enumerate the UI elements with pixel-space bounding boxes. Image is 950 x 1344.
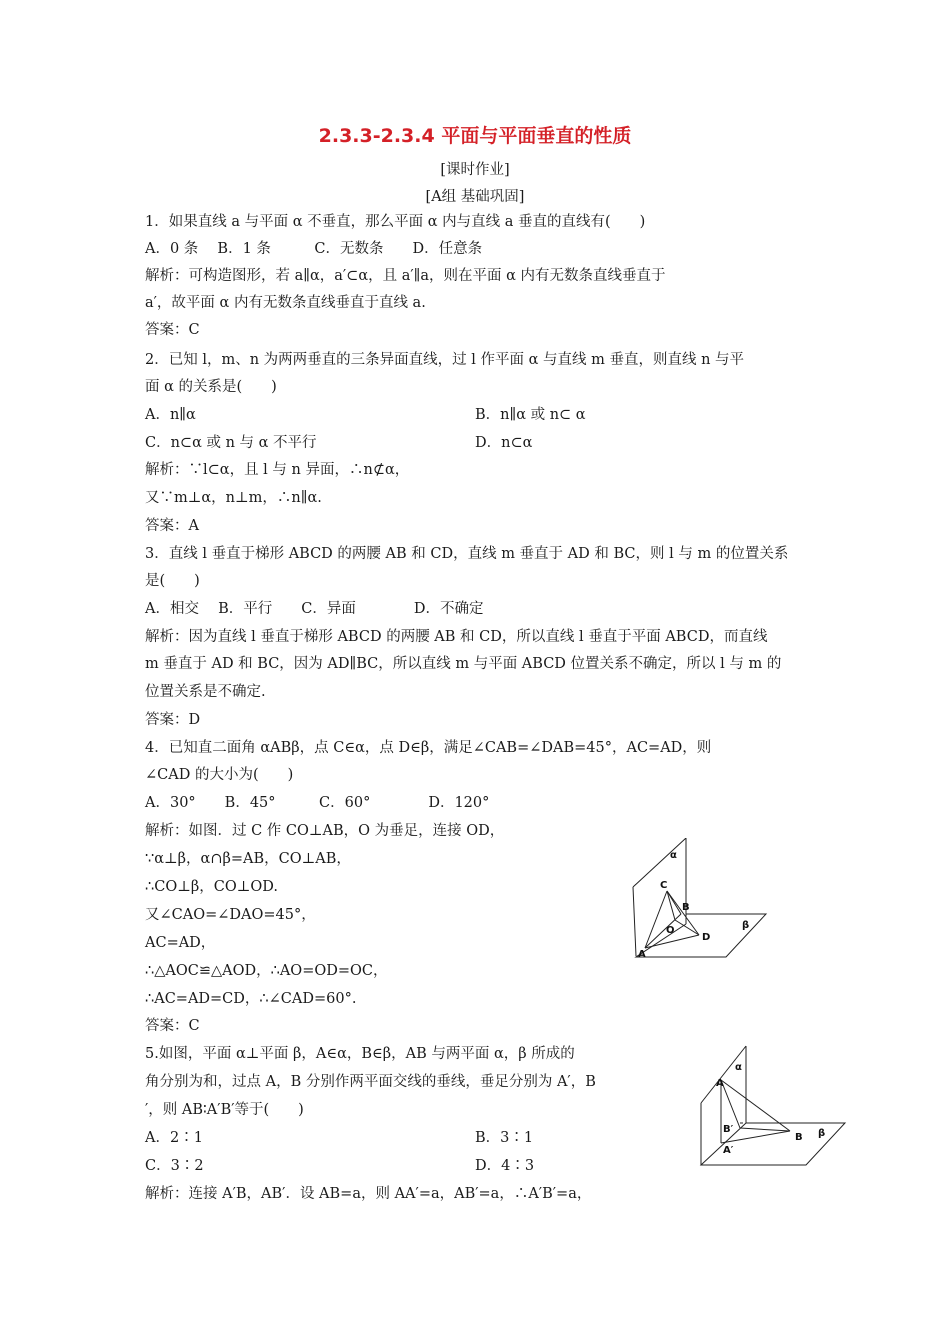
label-b: B: [682, 902, 690, 913]
subtitle: [课时作业]: [440, 162, 510, 178]
q2-stem: 面 α 的关系是( ): [145, 379, 277, 395]
label-d: D: [702, 932, 711, 943]
q5-option-a: A．2∶1: [145, 1130, 203, 1146]
page-title: 2.3.3-2.3.4 平面与平面垂直的性质: [318, 125, 632, 147]
label-beta: β: [742, 920, 750, 931]
q4-analysis: 又∠CAO=∠DAO=45°，: [145, 907, 316, 923]
q4-stem: ∠CAD 的大小为( ): [145, 767, 294, 783]
q3-analysis: m 垂直于 AD 和 BC，因为 AD∥BC，所以直线 m 与平面 ABCD 位置关系不确定，所以 l 与 m 的: [145, 656, 782, 672]
plane-alpha-edge: [701, 1046, 746, 1103]
segment-ad: [645, 935, 699, 948]
q4-analysis: ∵α⊥β，α∩β=AB，CO⊥AB，: [145, 851, 351, 867]
q3-answer: 答案：D: [145, 712, 201, 728]
q3-analysis: 解析：因为直线 l 垂直于梯形 ABCD 的两腰 AB 和 CD，所以直线 l 垂直于平面 ABCD，而直线: [145, 629, 768, 645]
q5-stem: 角分别为和，过点 A，B 分别作两平面交线的垂线，垂足分别为 A′，B: [145, 1074, 596, 1090]
label-a: A: [716, 1078, 724, 1089]
q5-stem: ′，则 AB∶A′B′等于( ): [145, 1102, 304, 1118]
q2-analysis: 又∵m⊥α，n⊥m，∴n∥α.: [145, 490, 322, 506]
q4-analysis: ∴△AOC≌△AOD，∴AO=OD=OC，: [145, 963, 388, 979]
q2-analysis: 解析：∵l⊂α，且 l 与 n 异面，∴n⊄α，: [145, 462, 410, 478]
q3-options: A．相交 B．平行 C．异面 D．不确定: [145, 601, 484, 617]
q4-analysis: ∴AC=AD=CD，∴∠CAD=60°.: [145, 991, 357, 1007]
q2-option-c: C．n⊂α 或 n 与 α 不平行: [145, 435, 317, 451]
segment-od: [675, 920, 699, 935]
label-c: C: [660, 880, 668, 891]
q3-stem: 是( ): [145, 573, 200, 589]
q2-option-b: B．n∥α 或 n⊂ α: [475, 407, 586, 423]
label-alpha: α: [670, 850, 677, 861]
segment-b-prime-b: [740, 1128, 790, 1131]
q1-analysis: a′，故平面 α 内有无数条直线垂直于直线 a.: [145, 295, 426, 311]
q4-answer: 答案：C: [145, 1018, 200, 1034]
q2-stem: 2．已知 l，m、n 为两两垂直的三条异面直线，过 l 作平面 α 与直线 m 垂直，则直线 n 与平: [145, 352, 745, 368]
dihedral-angle-figure-q4: [630, 838, 770, 963]
segment-ca: [645, 891, 667, 948]
q3-analysis: 位置关系是不确定.: [145, 684, 266, 700]
q2-option-d: D．n⊂α: [475, 435, 533, 451]
segment-co: [667, 891, 675, 920]
q4-analysis: AC=AD，: [145, 935, 216, 951]
label-o: O: [666, 925, 675, 936]
q4-analysis: 解析：如图．过 C 作 CO⊥AB，O 为垂足，连接 OD，: [145, 823, 505, 839]
q5-option-b: B．3∶1: [475, 1130, 534, 1146]
q4-options: A．30° B．45° C．60° D．120°: [145, 795, 490, 811]
perpendicular-planes-figure-q5: [698, 1043, 848, 1168]
q2-answer: 答案：A: [145, 518, 199, 534]
q2-option-a: A．n∥α: [145, 407, 196, 423]
label-alpha: α: [735, 1062, 742, 1073]
q1-stem: 1．如果直线 a 与平面 α 不垂直，那么平面 α 内与直线 a 垂直的直线有( ): [145, 214, 646, 230]
label-b-prime: B′: [723, 1124, 734, 1135]
q5-option-d: D．4∶3: [475, 1158, 535, 1174]
q4-stem: 4．已知直二面角 αABβ，点 C∈α，点 D∈β，满足∠CAB=∠DAB=45°，AC=AD，则: [145, 740, 712, 756]
q1-answer: 答案：C: [145, 322, 200, 338]
q5-option-c: C．3∶2: [145, 1158, 204, 1174]
q4-analysis: ∴CO⊥β，CO⊥OD.: [145, 879, 278, 895]
label-beta: β: [818, 1128, 826, 1139]
group-heading: [A组 基础巩固]: [425, 189, 525, 205]
label-a-prime: A′: [723, 1145, 734, 1156]
q5-analysis: 解析：连接 A′B，AB′．设 AB=a，则 AA′=a，AB′=a，∴A′B′=a，: [145, 1186, 592, 1202]
label-a: A: [638, 949, 646, 960]
q3-stem: 3．直线 l 垂直于梯形 ABCD 的两腰 AB 和 CD，直线 m 垂直于 AD 和 BC，则 l 与 m 的位置关系: [145, 546, 789, 562]
plane-alpha-edge: [633, 887, 636, 956]
label-b: B: [795, 1132, 803, 1143]
q1-options: A．0 条 B．1 条 C．无数条 D．任意条: [145, 241, 483, 257]
q5-stem: 5.如图，平面 α⊥平面 β，A∈α，B∈β，AB 与两平面 α，β 所成的: [145, 1046, 575, 1062]
q1-analysis: 解析：可构造图形，若 a∥α，a′⊂α，且 a′∥a，则在平面 α 内有无数条直线垂直于: [145, 268, 666, 284]
